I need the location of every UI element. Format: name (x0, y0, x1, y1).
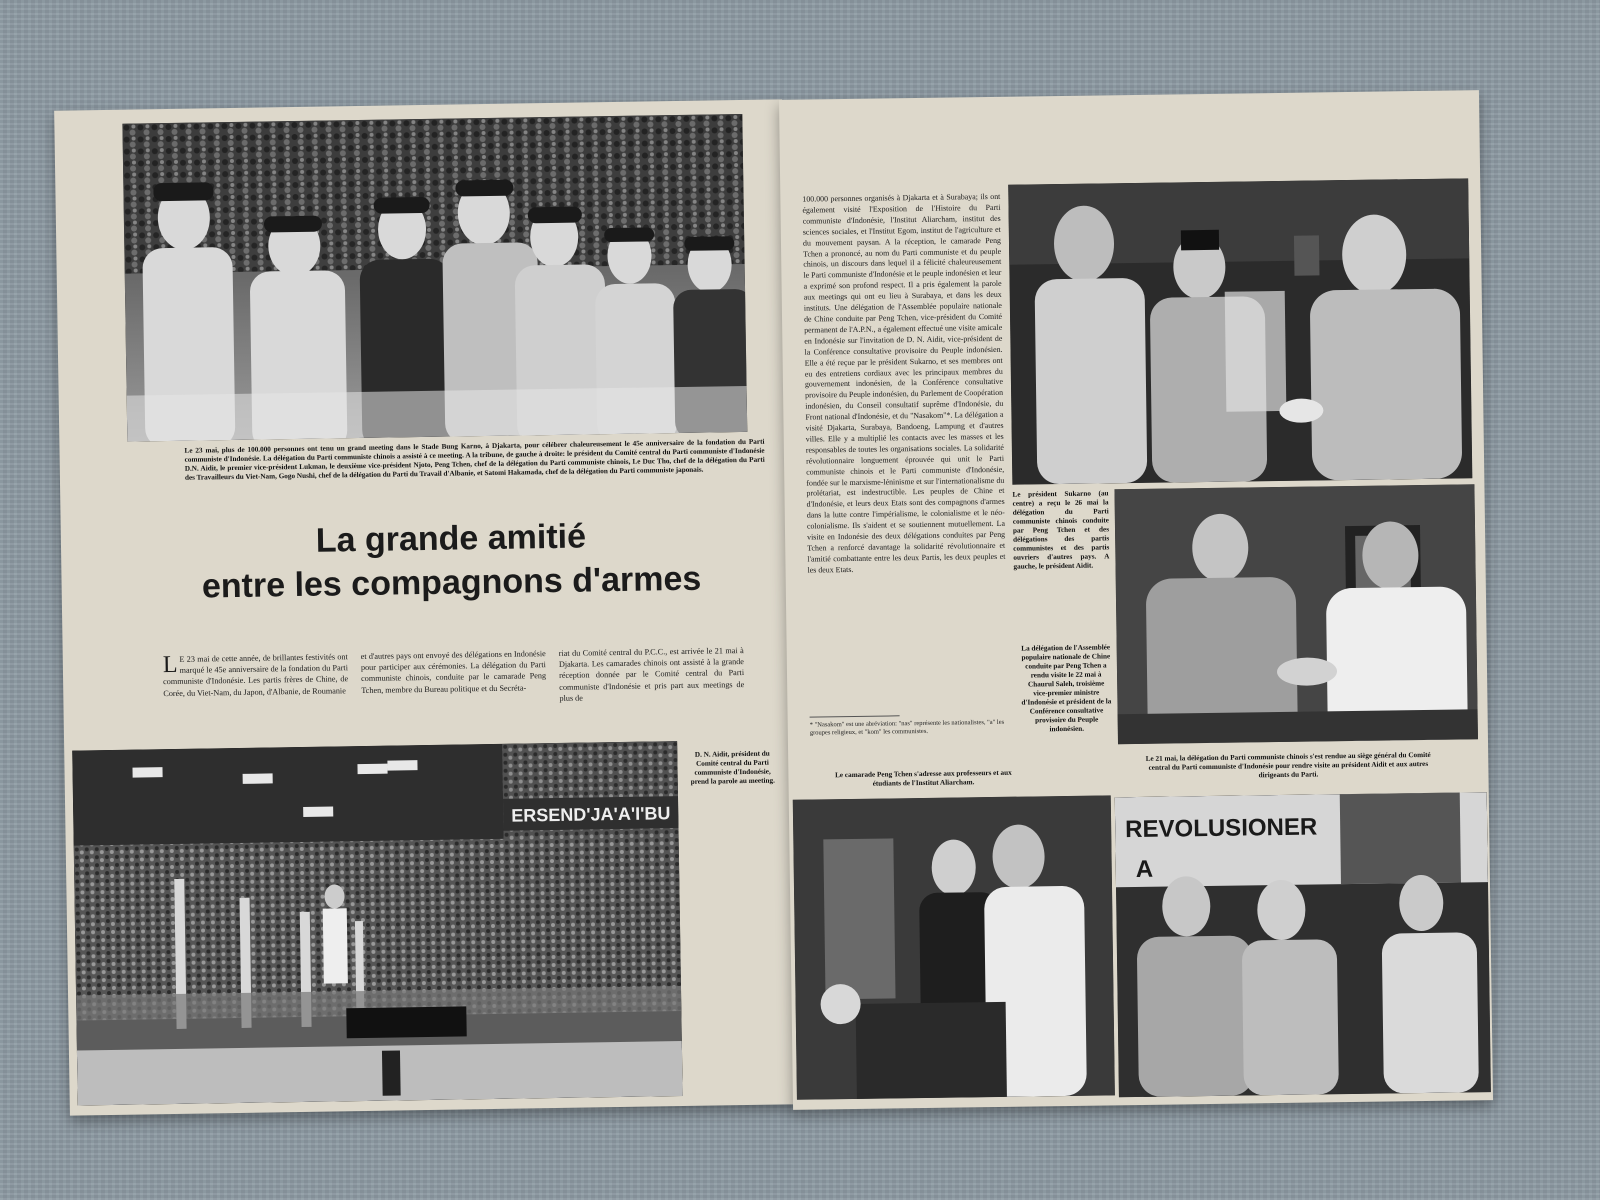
drop-cap: L (162, 651, 178, 679)
caption-aliarcham: Le camarade Peng Tchen s'adresse aux professeurs et aux étudiants de l'Institut Aliarcham. (835, 768, 1012, 788)
left-page (54, 99, 798, 1115)
headline-line-2: entre les compagnons d'armes (201, 559, 702, 606)
footnote: * "Nasakom" est une abréviation: "nas" représente les nationalistes, "a" les groupes religieux, et "kom" les communistes. (809, 718, 1005, 737)
caption-chaurul: La délégation de l'Assemblée populaire nationale de Chine conduite par Peng Tchen a rendu visite le 22 mai à Chaurul Saleh, troisième vice-premier ministre d'Indonésie et président de la Conférence consultative provisoire du Peuple indonésien. (1021, 643, 1112, 734)
hq-banner-text-2: A (1135, 855, 1154, 884)
intro-column-2: et d'autres pays ont envoyé des délégations en Indonésie pour participer aux cérémonies. La délégation du Parti communiste chinois, conduite par le camarade Peng Tchen, membre du Bureau politique et du Secréta- (360, 649, 547, 695)
caption-sukarno: Le président Sukarno (au centre) a reçu le 26 mai la délégation du Parti communiste chinois conduite par Peng Tchen et des délégations des partis communistes et des partis ouvriers d'autres pays. A gauche, le président Aidit. (1012, 489, 1110, 571)
photo-pki-headquarters (1115, 792, 1491, 1097)
intro-column-3: riat du Comité central du P.C.C., est arrivée le 21 mai à Djakarta. Les camarades chinois ont assisté à la grande réception donnée par le Comité central du Parti communiste d'Indonésie et pris part aux meetings de plus de (558, 646, 745, 703)
photo-aidit-speech (72, 741, 683, 1105)
caption-aidit: D. N. Aidit, président du Comité central du Parti communiste d'Indonésie, prend la parole au meeting. (690, 749, 775, 786)
article-continuation: 100.000 personnes organisés à Djakarta et à Surabaya; ils ont également visité l'Exposition de l'Histoire du Parti communiste d'Indonésie, l'Institut Aliarcham, institut des sciences sociales, et l'Institut Egom, institut de l'agriculture et du mouvement paysan. A la réception, le camarade Peng Tchen a prononcé, au nom du Parti communiste et du peuple chinois, un discours dans lequel il a félicité chaleureusement le Parti communiste d'Indonésie et le peuple indonésien et leur a exprimé son profond respect. Il a pris également la parole aux meetings qui ont eu lieu à Surabaya, et dans les deux instituts. Une délégation de l'Assemblée populaire nationale de Chine conduite par Peng Tchen, vice-président du Comité permanent de l'A.P.N., a également effectué une visite amicale en Indonésie sur l'invitation de D. N. Aidit, vice-président de la Conférence consultative provisoire du Peuple indonésien. Elle a été reçue par le président Sukarno, et ses membres ont eu des entretiens cordiaux avec les principaux membres du gouvernement indonésien, de la Conférence consultative provisoire du Peuple indonésien, du Parlement de Coopération indonésien, du Conseil consultatif suprême d'Indonésie, du Front national d'Indonésie, et du "Nasakom"*. La délégation a visité Djakarta, Surabaya, Bandoeng, Lampung et d'autres villes. Elle y a multiplié les contacts avec les masses et les responsables de toutes les organisations sociales. La solidarité révolutionnaire longuement éprouvée qui unit le Parti communiste chinois et le Parti communiste d'Indonésie, fondée sur le marxisme-léninisme et sur l'internationalisme du prolétariat, est indestructible. Les peuples de Chine et d'Indonésie, et leurs deux Etats sont des compagnons d'armes dans la lutte contre l'impérialisme, le colonialisme et le néo-colonialisme. Ils s'aident et se soutiennent mutuellement. La visite en Indonésie des deux délégations conduites par Peng Tchen a renforcé davantage la solidarité révolutionnaire et l'amitié combattante entre les deux Partis, les deux peuples et les deux Etats. (802, 191, 1006, 575)
right-page (779, 90, 1493, 1110)
caption-siege: Le 21 mai, la délégation du Parti communiste chinois s'est rendue au siège général du Comité central du Parti communiste d'Indonésie pour rendre visite au président Aidit et aux autres dirigeants du Parti. (1145, 750, 1431, 780)
hq-banner-text: REVOLUSIONER (1125, 813, 1318, 844)
article-headline (171, 512, 732, 609)
photo-sukarno-reception (1008, 178, 1472, 484)
footnote-rule (810, 715, 900, 717)
intro-text-1: E 23 mai de cette année, de brillantes festivités ont marqué le 45e anniversaire de la fondation du Parti communiste d'Indonésie. Les partis frères de Chine, de Corée, du Viet-Nam, du Japon, d'Albanie, de Roumanie (163, 652, 349, 698)
intro-column-1 (163, 651, 349, 699)
photo-chaurul-saleh (1114, 484, 1478, 744)
headline-line-1: La grande amitié (315, 517, 587, 560)
caption-stadium: Le 23 mai, plus de 100.000 personnes ont tenu un grand meeting dans le Stade Bung Karno, à Djakarta, pour célébrer chaleureusement le 45e anniversaire de la fondation du Parti communiste d'Indonésie. La délégation du Parti communiste chinois a assisté à ce meeting. A la tribune, de gauche à droite: le président du Comité central du Parti communiste d'Indonésie D.N. Aidit, le premier vice-président Lukman, le deuxième vice-président Njoto, Peng Tchen, chef de la délégation du Parti communiste chinois, Le Duc Tho, chef de la délégation du Parti des Travailleurs du Viet-Nam, Gogo Nushi, chef de la délégation du Parti du Travail d'Albanie, et Satomi Hakamada, chef de la délégation du Parti communiste japonais. (184, 437, 765, 482)
photo-tribune-leaders (122, 114, 747, 442)
stadium-banner-text: ERSEND'JA'A'I'BU (511, 803, 671, 826)
photo-aliarcham-speech (793, 795, 1115, 1099)
